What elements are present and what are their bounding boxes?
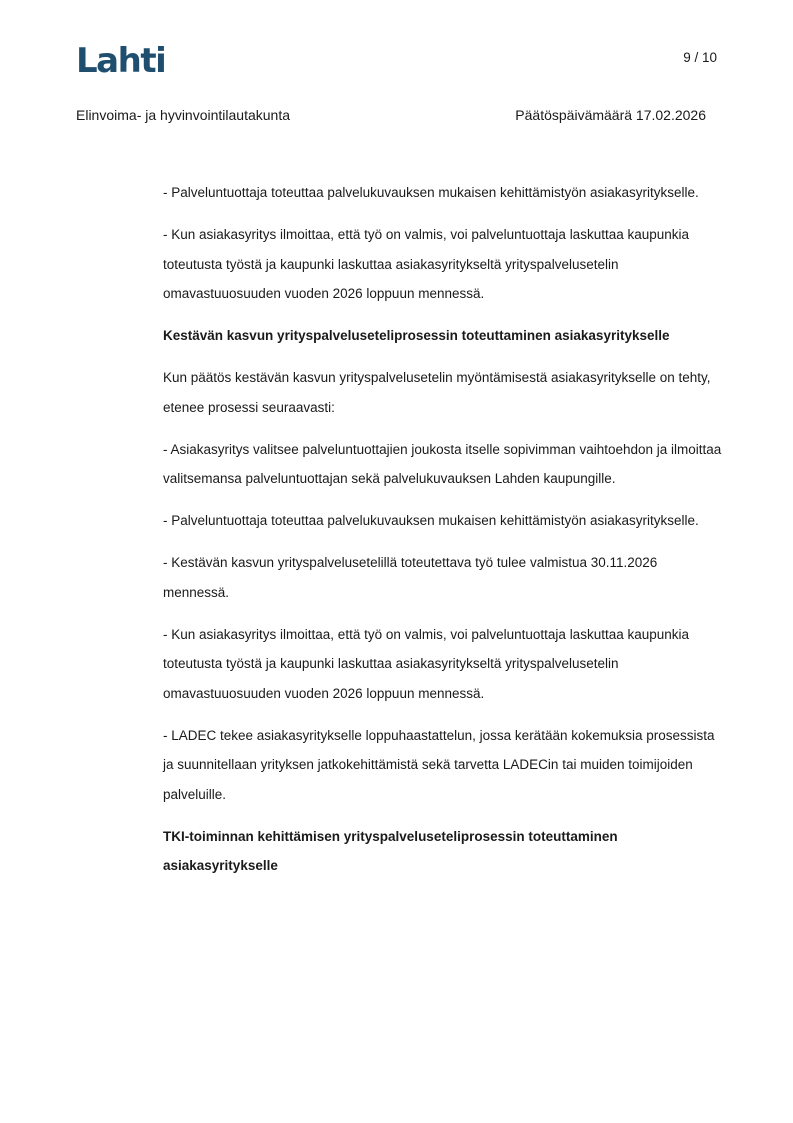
paragraph: - Kun asiakasyritys ilmoittaa, että työ on valmis, voi palveluntuottaja laskuttaa kaupunkia toteutusta työstä ja kaupunki laskuttaa asiakasyritykseltä yrityspalvelusetelin omavastuuosuuden vuoden 2026 loppuun mennessä.: [163, 626, 690, 701]
committee-name: Elinvoima- ja hyvinvointilautakunta: [76, 107, 290, 123]
paragraph: - Palveluntuottaja toteuttaa palvelukuvauksen mukaisen kehittämistyön asiakasyritykselle.: [163, 513, 699, 528]
paragraph: - Palveluntuottaja toteuttaa palvelukuvauksen mukaisen kehittämistyön asiakasyritykselle.: [163, 185, 699, 200]
paragraph: - Asiakasyritys valitsee palveluntuottajien joukosta itselle sopivimman vaihtoehdon ja ilmoittaa valitsemansa palveluntuottajan sekä palvelukuvauksen Lahden kaupungille.: [163, 441, 722, 486]
paragraph: Kun päätös kestävän kasvun yrityspalvelusetelin myöntämisestä asiakasyritykselle on tehty, etenee prosessi seuraavasti:: [163, 370, 711, 415]
paragraph: - Kun asiakasyritys ilmoittaa, että työ on valmis, voi palveluntuottaja laskuttaa kaupunkia toteutusta työstä ja kaupunki laskuttaa asiakasyritykseltä yrityspalvelusetelin omavastuuosuuden vuoden 2026 loppuun mennessä.: [163, 227, 690, 301]
paragraph: - LADEC tekee asiakasyritykselle loppuhaastattelun, jossa kerätään kokemuksia prosessista ja suunnitellaan yrityksen jatkokehittämistä sekä tarvetta LADECin tai muiden toimijoiden palveluille.: [163, 727, 715, 802]
section-heading: TKI-toiminnan kehittämisen yrityspalveluseteliprosessin toteuttaminen asiakasyritykselle: [163, 828, 618, 873]
page-number: 9 / 10: [683, 50, 717, 65]
lahti-logo: Lahti: [76, 41, 166, 81]
decision-date: Päätöspäivämäärä 17.02.2026: [515, 107, 706, 123]
section-heading: Kestävän kasvun yrityspalveluseteliprosessin toteuttaminen asiakasyritykselle: [163, 328, 670, 343]
document-body: [163, 178, 723, 893]
paragraph: - Kestävän kasvun yrityspalvelusetelillä toteutettava työ tulee valmistua 30.11.2026 mennessä.: [163, 555, 658, 600]
